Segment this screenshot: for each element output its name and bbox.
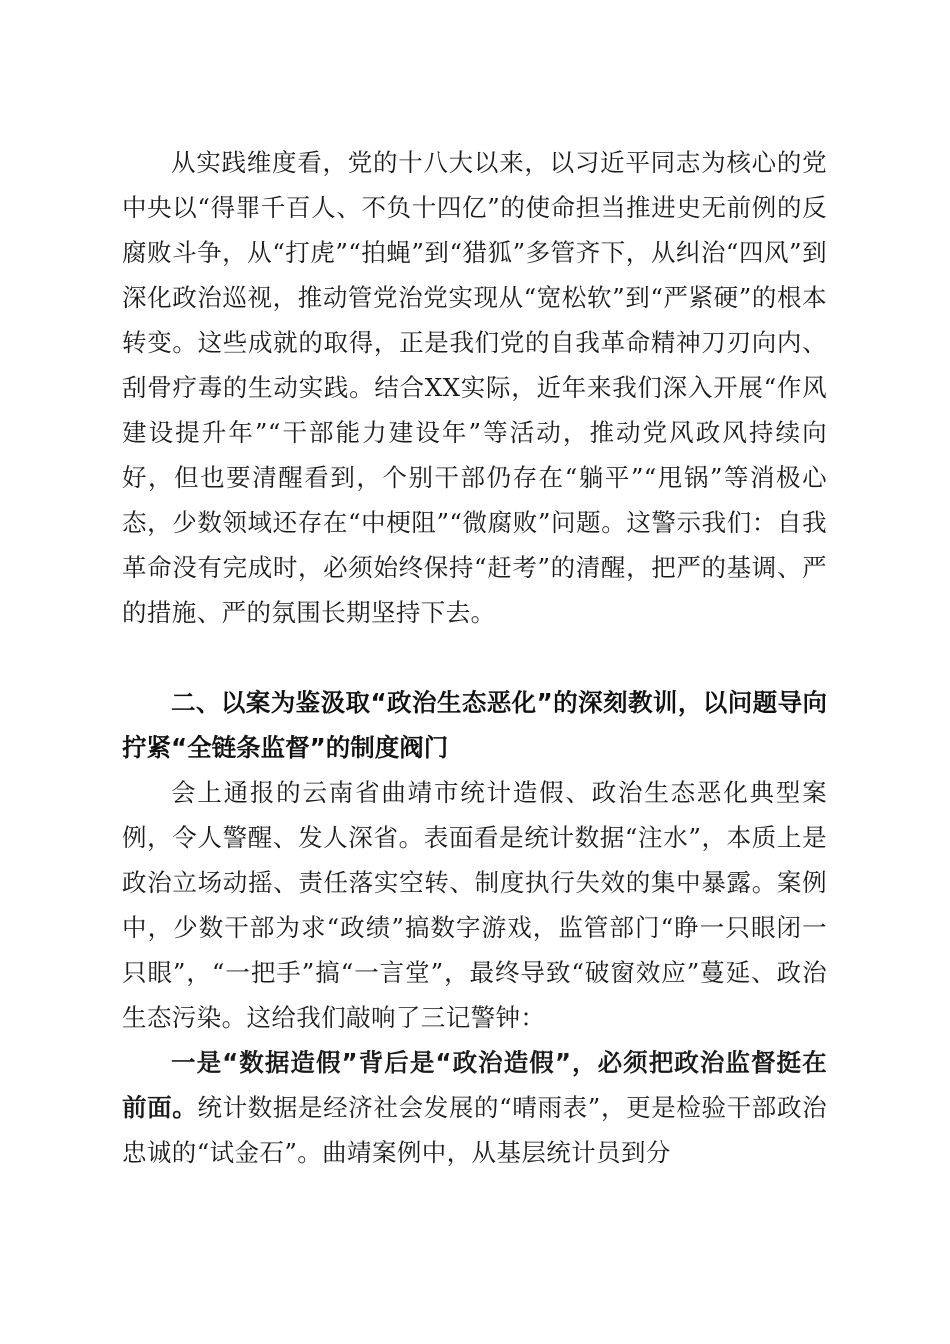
paragraph-body-text: 统计数据是经济社会发展的“晴雨表”，更是检验干部政治忠诚的“试金石”。曲靖案例中，从基层统计员到分	[122, 1093, 827, 1167]
paragraph-lead-sentence: 一是“数据造假”背后是“政治造假”，必须把政治监督挺在前面。	[122, 1048, 827, 1122]
section-heading-2: 二、以案为鉴汲取“政治生态恶化”的深刻教训，以问题导向拧紧“全链条监督”的制度阀门	[122, 688, 827, 762]
paragraph-warning-one	[122, 1040, 827, 1175]
paragraph-practice-dimension: 从实践维度看，党的十八大以来，以习近平同志为核心的党中央以“得罪千百人、不负十四亿”的使命担当推进史无前例的反腐败斗争，从“打虎”“拍蝇”到“猎狐”多管齐下，从纠治“四风”到深化政治巡视，推动管党治党实现从“宽松软”到“严紧硬”的根本转变。这些成就的取得，正是我们党的自我革命精神刀刃向内、刮骨疗毒的生动实践。结合XX实际，近年来我们深入开展“作风建设提升年”“干部能力建设年”等活动，推动党风政风持续向好，但也要清醒看到，个别干部仍存在“躺平”“甩锅”等消极心态，少数领域还存在“中梗阻”“微腐败”问题。这警示我们：自我革命没有完成时，必须始终保持“赶考”的清醒，把严的基调、严的措施、严的氛围长期坚持下去。	[122, 148, 827, 627]
paragraph-qujing-case: 会上通报的云南省曲靖市统计造假、政治生态恶化典型案例，令人警醒、发人深省。表面看是统计数据“注水”，本质上是政治立场动摇、责任落实空转、制度执行失效的集中暴露。案例中，少数干部为求“政绩”搞数字游戏，监管部门“睁一只眼闭一只眼”，“一把手”搞“一言堂”，最终导致“破窗效应”蔓延、政治生态污染。这给我们敲响了三记警钟：	[122, 778, 827, 1032]
